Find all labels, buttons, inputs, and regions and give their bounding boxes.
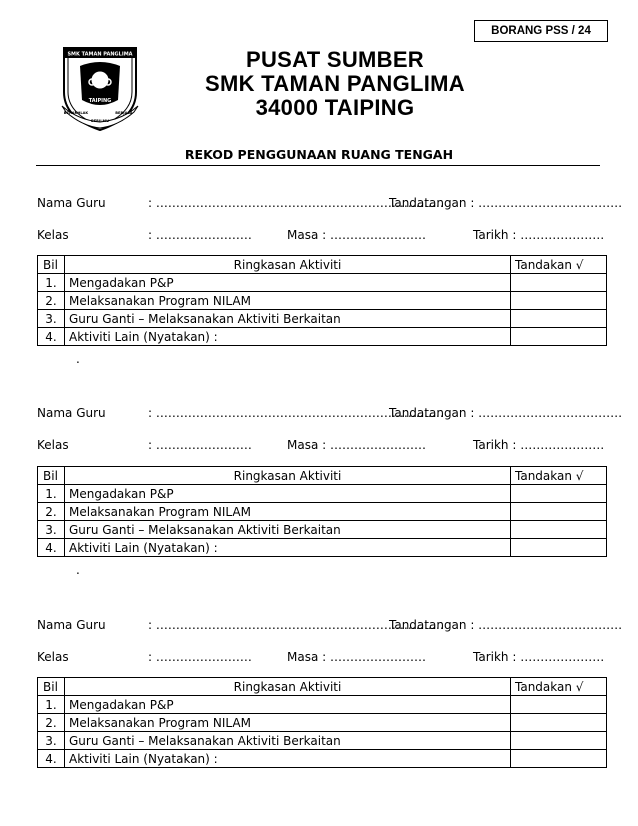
document-title: REKOD PENGGUNAAN RUANG TENGAH bbox=[184, 147, 454, 162]
activity-table bbox=[37, 677, 607, 768]
col-tick: Tandakan √ bbox=[511, 678, 607, 696]
tick-cell[interactable] bbox=[511, 503, 607, 521]
col-activity: Ringkasan Aktiviti bbox=[65, 256, 511, 274]
row-activity: Mengadakan P&P bbox=[65, 485, 511, 503]
row-activity: Aktiviti Lain (Nyatakan) : bbox=[65, 328, 511, 346]
label-nama-guru: Nama Guru bbox=[37, 196, 106, 210]
col-activity: Ringkasan Aktiviti bbox=[65, 467, 511, 485]
logo-motto-center: BERILMU bbox=[90, 119, 110, 123]
form-code: BORANG PSS / 24 bbox=[491, 25, 591, 37]
row-activity: Mengadakan P&P bbox=[65, 274, 511, 292]
table-row bbox=[38, 485, 607, 503]
col-activity: Ringkasan Aktiviti bbox=[65, 678, 511, 696]
row-number: 4. bbox=[38, 750, 65, 768]
school-line-2: SMK TAMAN PANGLIMA bbox=[204, 71, 465, 96]
tick-cell[interactable] bbox=[511, 714, 607, 732]
table-header-row bbox=[38, 256, 607, 274]
field-kelas[interactable]: : …………………… bbox=[148, 228, 252, 242]
field-nama-guru[interactable]: : ……………………………………………………………… bbox=[148, 406, 444, 420]
field-masa[interactable]: Masa : …………………… bbox=[287, 228, 426, 242]
field-kelas[interactable]: : …………………… bbox=[148, 438, 252, 452]
row-number: 3. bbox=[38, 732, 65, 750]
label-nama-guru: Nama Guru bbox=[37, 406, 106, 420]
school-crest-logo bbox=[58, 40, 142, 132]
tick-cell[interactable] bbox=[511, 274, 607, 292]
field-masa[interactable]: Masa : …………………… bbox=[287, 438, 426, 452]
separator-dot: . bbox=[76, 352, 80, 366]
logo-town-text: TAIPING bbox=[88, 98, 112, 104]
row-number: 2. bbox=[38, 503, 65, 521]
field-nama-guru[interactable]: : ……………………………………………………………… bbox=[148, 618, 444, 632]
col-bil: Bil bbox=[38, 256, 65, 274]
header-rule bbox=[36, 165, 600, 166]
tick-cell[interactable] bbox=[511, 539, 607, 557]
tick-cell[interactable] bbox=[511, 328, 607, 346]
school-line-3: 34000 TAIPING bbox=[255, 95, 415, 120]
field-tandatangan[interactable]: Tandatangan : ……………………………… bbox=[389, 618, 623, 632]
tick-cell[interactable] bbox=[511, 732, 607, 750]
table-row bbox=[38, 274, 607, 292]
row-activity: Aktiviti Lain (Nyatakan) : bbox=[65, 750, 511, 768]
table-row bbox=[38, 732, 607, 750]
tick-cell[interactable] bbox=[511, 521, 607, 539]
activity-table bbox=[37, 466, 607, 557]
row-number: 3. bbox=[38, 521, 65, 539]
field-kelas[interactable]: : …………………… bbox=[148, 650, 252, 664]
row-activity: Melaksanakan Program NILAM bbox=[65, 503, 511, 521]
row-activity: Guru Ganti – Melaksanakan Aktiviti Berkaitan bbox=[65, 732, 511, 750]
logo-motto-left: BERAKHLAK bbox=[63, 111, 89, 115]
label-nama-guru: Nama Guru bbox=[37, 618, 106, 632]
table-row bbox=[38, 503, 607, 521]
form-code-box bbox=[474, 20, 608, 42]
label-kelas: Kelas bbox=[37, 650, 69, 664]
field-tandatangan[interactable]: Tandatangan : ……………………………… bbox=[389, 196, 623, 210]
row-number: 2. bbox=[38, 714, 65, 732]
row-activity: Melaksanakan Program NILAM bbox=[65, 714, 511, 732]
row-number: 4. bbox=[38, 539, 65, 557]
row-number: 1. bbox=[38, 485, 65, 503]
field-tarikh[interactable]: Tarikh : ………………… bbox=[473, 438, 605, 452]
row-number: 2. bbox=[38, 292, 65, 310]
table-row bbox=[38, 696, 607, 714]
table-row bbox=[38, 714, 607, 732]
school-line-1: PUSAT SUMBER bbox=[246, 47, 424, 72]
field-tarikh[interactable]: Tarikh : ………………… bbox=[473, 650, 605, 664]
school-heading bbox=[150, 48, 520, 120]
row-activity: Guru Ganti – Melaksanakan Aktiviti Berkaitan bbox=[65, 310, 511, 328]
field-nama-guru[interactable]: : ……………………………………………………………… bbox=[148, 196, 444, 210]
table-header-row bbox=[38, 678, 607, 696]
row-activity: Melaksanakan Program NILAM bbox=[65, 292, 511, 310]
row-number: 1. bbox=[38, 274, 65, 292]
table-header-row bbox=[38, 467, 607, 485]
col-bil: Bil bbox=[38, 678, 65, 696]
row-number: 3. bbox=[38, 310, 65, 328]
logo-motto-right: BERJASA bbox=[115, 111, 133, 115]
field-tandatangan[interactable]: Tandatangan : ……………………………… bbox=[389, 406, 623, 420]
tick-cell[interactable] bbox=[511, 696, 607, 714]
table-row bbox=[38, 750, 607, 768]
row-activity: Mengadakan P&P bbox=[65, 696, 511, 714]
tick-cell[interactable] bbox=[511, 750, 607, 768]
separator-dot: . bbox=[76, 563, 80, 577]
table-row bbox=[38, 328, 607, 346]
label-kelas: Kelas bbox=[37, 438, 69, 452]
tick-cell[interactable] bbox=[511, 485, 607, 503]
field-masa[interactable]: Masa : …………………… bbox=[287, 650, 426, 664]
row-activity: Guru Ganti – Melaksanakan Aktiviti Berkaitan bbox=[65, 521, 511, 539]
field-tarikh[interactable]: Tarikh : ………………… bbox=[473, 228, 605, 242]
table-row bbox=[38, 539, 607, 557]
logo-banner-text: SMK TAMAN PANGLIMA bbox=[67, 51, 133, 58]
col-tick: Tandakan √ bbox=[511, 467, 607, 485]
tick-cell[interactable] bbox=[511, 310, 607, 328]
label-kelas: Kelas bbox=[37, 228, 69, 242]
activity-table bbox=[37, 255, 607, 346]
row-number: 1. bbox=[38, 696, 65, 714]
col-tick: Tandakan √ bbox=[511, 256, 607, 274]
table-row bbox=[38, 521, 607, 539]
row-activity: Aktiviti Lain (Nyatakan) : bbox=[65, 539, 511, 557]
table-row bbox=[38, 292, 607, 310]
row-number: 4. bbox=[38, 328, 65, 346]
table-row bbox=[38, 310, 607, 328]
tick-cell[interactable] bbox=[511, 292, 607, 310]
col-bil: Bil bbox=[38, 467, 65, 485]
